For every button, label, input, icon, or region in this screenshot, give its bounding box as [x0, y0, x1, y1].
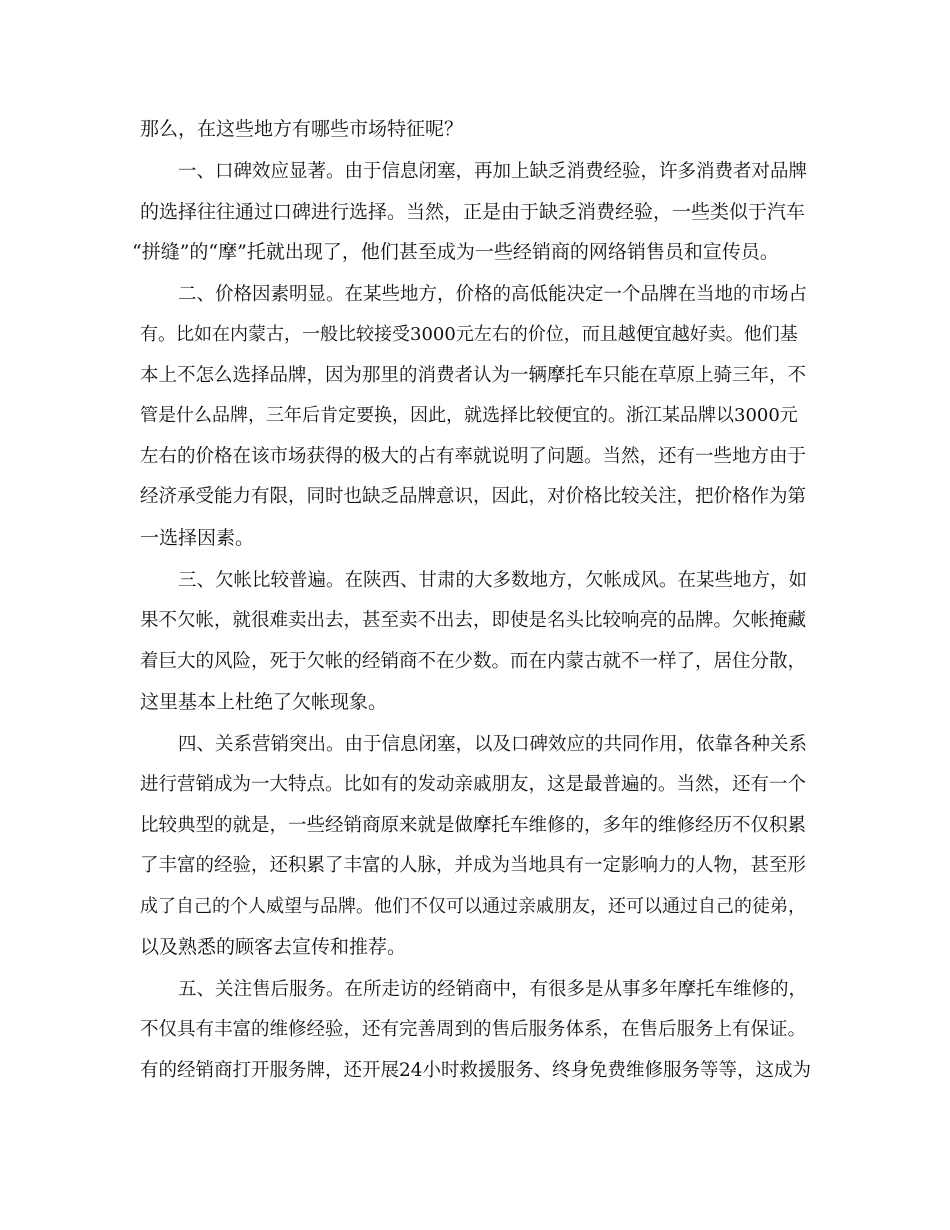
text-line: 五、关注售后服务。在所走访的经销商中，有很多是从事多年摩托车维修的，	[178, 979, 808, 1000]
text-line: 一选择因素。	[140, 527, 255, 549]
text-line: 的选择往往通过口碑进行选择。当然，正是由于缺乏消费经验，一些类似于汽车	[140, 201, 806, 223]
text-line: 成了自己的个人威望与品牌。他们不仅可以通过亲戚朋友，还可以通过自己的徒弟，	[140, 896, 806, 917]
text-line: 二、价格因素明显。在某些地方，价格的高低能决定一个品牌在当地的市场占	[178, 284, 808, 305]
text-line: 了丰富的经验，还积累了丰富的人脉，并成为当地具有一定影响力的人物，甚至形	[140, 855, 807, 876]
text-line: 着巨大的风险，死于欠帐的经销商不在少数。而在内蒙古就不一样了，居住分散，	[140, 651, 807, 672]
text-line: 四、关系营销突出。由于信息闭塞，以及口碑效应的共同作用，依靠各种关系	[178, 734, 808, 755]
text-line: 经济承受能力有限，同时也缺乏品牌意识，因此，对价格比较关注，把价格作为第	[140, 486, 807, 507]
text-line: 这里基本上杜绝了欠帐现象。	[140, 691, 388, 713]
text-line: 有的经销商打开服务牌，还开展24小时救援服务、终身免费维修服务等等，这成为	[140, 1060, 812, 1081]
text-line: 三、欠帐比较普遍。在陕西、甘肃的大多数地方，欠帐成风。在某些地方，如	[178, 570, 808, 591]
text-line: 本上不怎么选择品牌，因为那里的消费者认为一辆摩托车只能在草原上骑三年，不	[140, 365, 807, 386]
text-line: “拼缝”的“摩”托就出现了，他们甚至成为一些经销商的网络销售员和宣传员。	[132, 241, 779, 263]
text-line: 果不欠帐，就很难卖出去，甚至卖不出去，即使是名头比较响亮的品牌。欠帐掩藏	[140, 610, 807, 631]
text-line: 进行营销成为一大特点。比如有的发动亲戚朋友，这是最普遍的。当然，还有一个	[140, 774, 807, 795]
text-line: 那么，在这些地方有哪些市场特征呢？	[140, 118, 464, 140]
text-line: 有。比如在内蒙古，一般比较接受3000元左右的价位，而且越便宜越好卖。他们基	[140, 324, 798, 345]
text-line: 一、口碑效应显著。由于信息闭塞，再加上缺乏消费经验，许多消费者对品牌	[178, 161, 808, 182]
text-line: 左右的价格在该市场获得的极大的占有率就说明了问题。当然，还有一些地方由于	[140, 446, 807, 467]
text-line: 比较典型的就是，一些经销商原来就是做摩托车维修的，多年的维修经历不仅积累	[140, 815, 807, 836]
text-line: 管是什么品牌，三年后肯定要换，因此，就选择比较便宜的。浙江某品牌以3000元	[140, 405, 798, 426]
text-line: 以及熟悉的顾客去宣传和推荐。	[140, 936, 407, 958]
text-line: 不仅具有丰富的维修经验，还有完善周到的售后服务体系，在售后服务上有保证。	[140, 1019, 807, 1040]
